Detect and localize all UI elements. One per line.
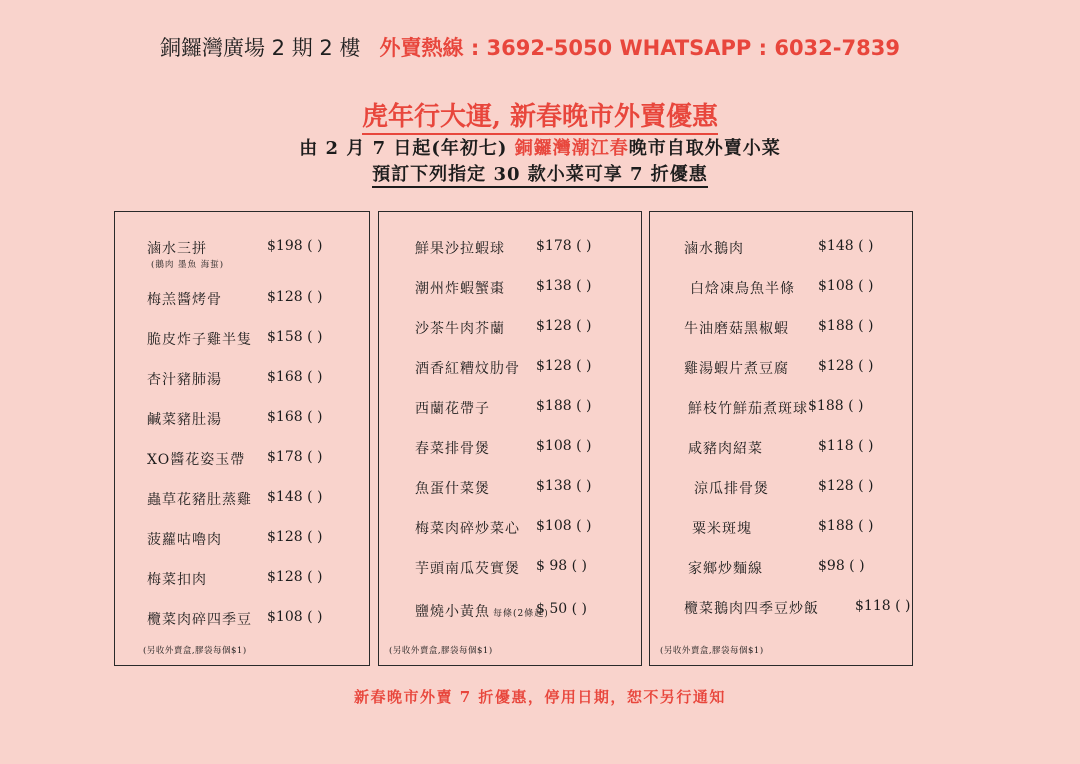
menu-item-price: $138 ( ) <box>536 478 592 494</box>
subtitle <box>0 134 1080 160</box>
menu-item-name: 涼瓜排骨煲 <box>694 481 769 497</box>
subtitle-suffix: 晚市自取外賣小菜 <box>628 138 781 159</box>
menu-item-price: $128 ( ) <box>267 569 323 585</box>
menu-item-name: 菠蘿咕嚕肉 <box>147 532 222 548</box>
menu-item-name: 粟米斑塊 <box>692 521 752 537</box>
header <box>160 32 900 62</box>
menu-item-price: $128 ( ) <box>818 478 874 494</box>
menu-item-name: 滷水鵝肉 <box>684 241 744 257</box>
menu-item-price: $118 ( ) <box>855 598 911 614</box>
footer-notice: 新春晚市外賣 7 折優惠，停用日期，恕不另行通知 <box>354 688 726 706</box>
menu-item-name: 脆皮炸子雞半隻 <box>147 332 252 348</box>
menu-item-name: 西蘭花帶子 <box>415 401 490 417</box>
menu-item-name: 牛油磨菇黑椒蝦 <box>684 321 789 337</box>
menu-item-name: 潮州炸蝦蟹棗 <box>415 281 505 297</box>
menu-item-name: 咸豬肉紹菜 <box>688 441 763 457</box>
menu-item-name: 鹹菜豬肚湯 <box>147 412 222 428</box>
menu-item-name: 蟲草花豬肚蒸雞 <box>147 492 252 508</box>
menu-item-name: 梅羔醬烤骨 <box>147 292 222 308</box>
title-text: 虎年行大運, 新春晚市外賣優惠 <box>362 102 718 135</box>
menu-item-name: 梅菜扣肉 <box>147 572 207 588</box>
menu-item-name: 杏汁豬肺湯 <box>147 372 222 388</box>
offer-subtitle <box>0 160 1080 186</box>
menu-item-price: $128 ( ) <box>536 358 592 374</box>
menu-item-price: $198 ( ) <box>267 238 323 254</box>
menu-item-price: $158 ( ) <box>267 329 323 345</box>
subtitle-prefix: 由 2 月 7 日起(年初七) <box>299 138 515 159</box>
menu-item-name: XO醬花姿玉帶 <box>147 452 246 468</box>
menu-item-price: $108 ( ) <box>536 438 592 454</box>
menu-item-qualifier: 每條(2條起) <box>493 609 549 619</box>
menu-item-name: 酒香紅糟炆肋骨 <box>415 361 520 377</box>
menu-item-price: $ 98 ( ) <box>536 558 587 574</box>
menu-item-name: 家鄉炒麵線 <box>688 561 763 577</box>
menu-item-name: 鮮枝竹鮮茄煮斑球 <box>688 401 808 417</box>
menu-item-name: 芋頭南瓜芡實煲 <box>415 561 520 577</box>
menu-item-name: 雞湯蝦片煮豆腐 <box>684 361 789 377</box>
menu-item-price: $168 ( ) <box>267 369 323 385</box>
location-text: 銅鑼灣廣場 2 期 2 樓 <box>160 36 361 60</box>
menu-item-price: $168 ( ) <box>267 409 323 425</box>
menu-item-price: $ 50 ( ) <box>536 601 587 617</box>
menu-item-price: $148 ( ) <box>267 489 323 505</box>
menu-column-2 <box>378 211 642 666</box>
menu-item-price: $138 ( ) <box>536 278 592 294</box>
menu-item-price: $128 ( ) <box>267 289 323 305</box>
menu-item-price: $178 ( ) <box>267 449 323 465</box>
menu-item-name: 欖菜肉碎四季豆 <box>147 612 252 628</box>
menu-item-price: $108 ( ) <box>267 609 323 625</box>
menu-item-price: $128 ( ) <box>267 529 323 545</box>
menu-item-price: $188 ( ) <box>808 398 864 414</box>
packaging-note: (另收外賣盒,膠袋每個$1) <box>660 646 764 656</box>
menu-item-name: 鹽燒小黃魚 每條(2條起) <box>415 604 549 620</box>
menu-item-price: $118 ( ) <box>818 438 874 454</box>
menu-item-price: $148 ( ) <box>818 238 874 254</box>
menu-column-3 <box>649 211 913 666</box>
menu-item-description: (鵝肉 墨魚 海蜇) <box>151 260 225 270</box>
menu-item-price: $108 ( ) <box>818 278 874 294</box>
restaurant-name: 銅鑼灣潮江春 <box>514 138 629 159</box>
menu-item-name: 魚蛋什菜煲 <box>415 481 490 497</box>
menu-item-price: $188 ( ) <box>818 318 874 334</box>
offer-text: 預訂下列指定 30 款小菜可享 7 折優惠 <box>372 164 708 188</box>
menu-item-price: $108 ( ) <box>536 518 592 534</box>
menu-item-price: $128 ( ) <box>536 318 592 334</box>
menu-item-name: 白焓凍鳥魚半條 <box>690 281 795 297</box>
menu-item-price: $188 ( ) <box>818 518 874 534</box>
hotline-text: 外賣熱線 : 3692-5050 WHATSAPP : 6032-7839 <box>379 36 900 60</box>
menu-item-name: 梅菜肉碎炒菜心 <box>415 521 520 537</box>
menu-column-1 <box>114 211 370 666</box>
packaging-note: (另收外賣盒,膠袋每個$1) <box>389 646 493 656</box>
menu-item-price: $178 ( ) <box>536 238 592 254</box>
menu-item-name: 春菜排骨煲 <box>415 441 490 457</box>
menu-item-name: 鮮果沙拉蝦球 <box>415 241 505 257</box>
menu-item-price: $128 ( ) <box>818 358 874 374</box>
menu-item-name: 滷水三拼 <box>147 241 207 257</box>
page-title <box>0 96 1080 133</box>
packaging-note: (另收外賣盒,膠袋每個$1) <box>143 646 247 656</box>
menu-item-name: 欖菜鵝肉四季豆炒飯 <box>684 601 819 617</box>
menu-item-price: $188 ( ) <box>536 398 592 414</box>
menu-item-name: 沙茶牛肉芥蘭 <box>415 321 505 337</box>
menu-item-price: $98 ( ) <box>818 558 865 574</box>
